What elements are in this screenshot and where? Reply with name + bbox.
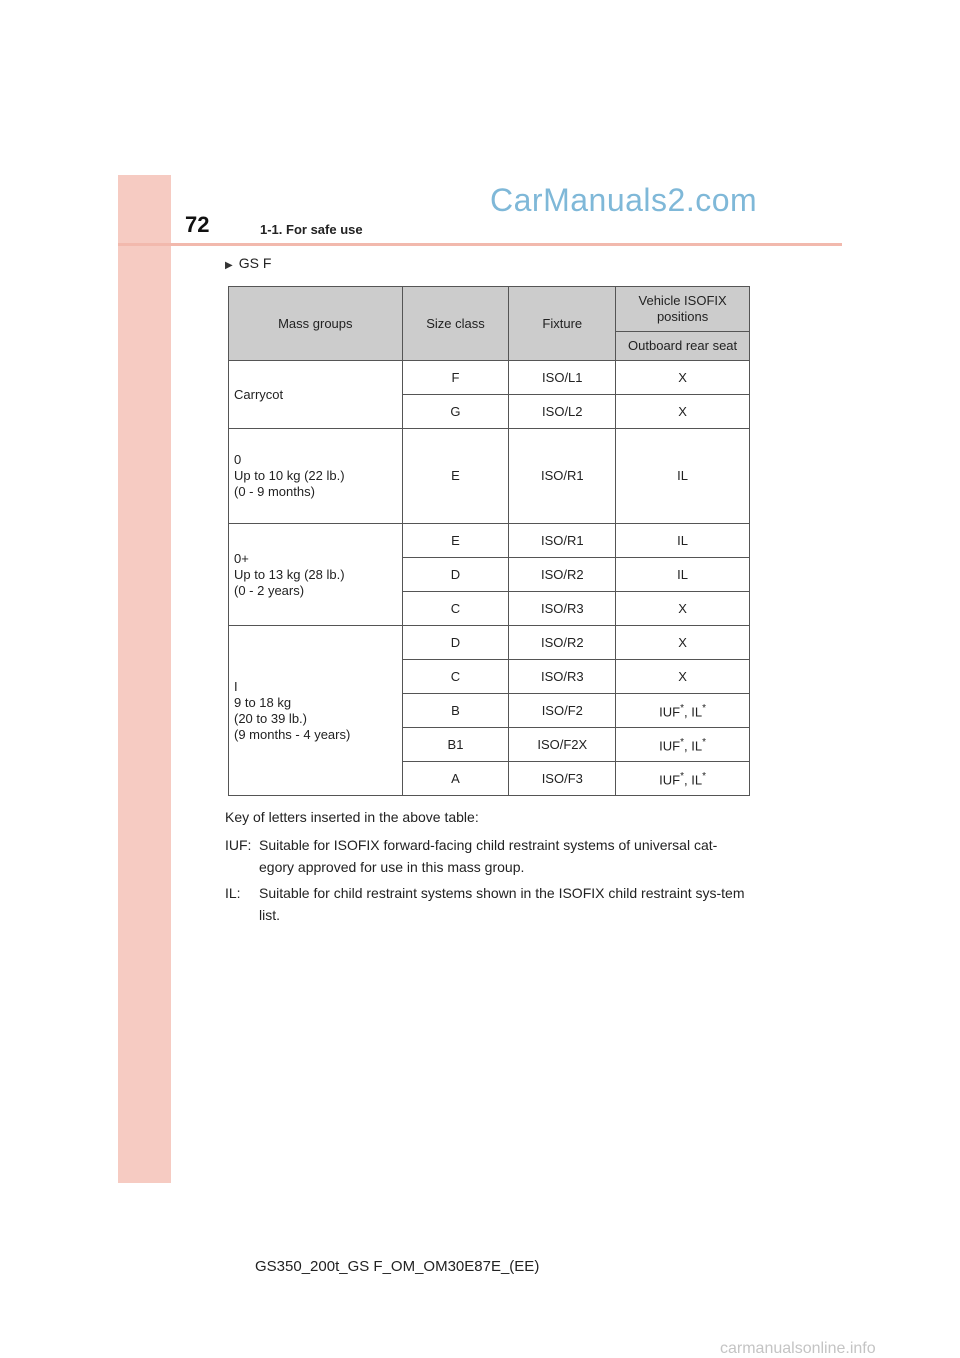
size-class-cell: C [402, 592, 509, 626]
triangle-arrow-icon: ▶ [225, 260, 233, 271]
header-mass-groups: Mass groups [229, 287, 403, 361]
header-positions: Vehicle ISOFIX positions [616, 287, 750, 332]
header-outboard-rear-seat: Outboard rear seat [616, 332, 750, 361]
mass-group-line: (0 - 9 months) [234, 484, 315, 499]
position-value-cell: IUF*, IL* [616, 694, 750, 728]
mass-group-cell [229, 429, 403, 524]
footnote-asterisk: * [680, 736, 685, 748]
table-row [229, 429, 750, 524]
size-class-cell: G [402, 395, 509, 429]
size-class-cell: D [402, 558, 509, 592]
position-value-cell: X [616, 361, 750, 395]
position-value-cell: X [616, 592, 750, 626]
size-class-cell: E [402, 429, 509, 524]
mass-group-cell [229, 524, 403, 626]
mass-group-cell [229, 361, 403, 429]
bottom-watermark: carmanualsonline.info [720, 1340, 876, 1357]
mass-group-line: (9 months - 4 years) [234, 726, 351, 742]
footnote-asterisk: * [702, 702, 707, 714]
footer-code: GS350_200t_GS F_OM_OM30E87E_(EE) [255, 1258, 540, 1275]
page-number: 72 [185, 212, 210, 237]
footnote-asterisk: * [680, 770, 685, 782]
position-value-cell: X [616, 395, 750, 429]
mass-group-line: Carrycot [234, 386, 284, 402]
mass-group-cell [229, 626, 403, 796]
position-value-cell: IL [616, 429, 750, 524]
fixture-cell: ISO/F2 [509, 694, 616, 728]
size-class-cell: B [402, 694, 509, 728]
position-value-cell: IL [616, 524, 750, 558]
footnote-asterisk: * [702, 736, 707, 748]
footnote-asterisk: * [702, 770, 707, 782]
fixture-cell: ISO/R3 [509, 592, 616, 626]
position-value-cell: IL [616, 558, 750, 592]
fixture-cell: ISO/R1 [509, 429, 616, 524]
key-term: IL: [225, 885, 241, 901]
mass-group-line: 9 to 18 kg [234, 694, 292, 710]
size-class-cell: C [402, 660, 509, 694]
bullet-label: GS F [238, 255, 272, 271]
fixture-cell: ISO/L2 [509, 395, 616, 429]
fixture-cell: ISO/L1 [509, 361, 616, 395]
section-title: 1-1. For safe use [260, 222, 363, 237]
fixture-cell: ISO/F3 [509, 762, 616, 796]
position-value-cell: IUF*, IL* [616, 762, 750, 796]
mass-group-line: 0 [234, 452, 242, 467]
key-term: IUF: [225, 837, 252, 853]
mass-group-line: Up to 13 kg (28 lb.) [234, 566, 345, 582]
key-description: Suitable for child restraint systems shown in the ISOFIX child restraint sys-tem list. [259, 885, 745, 923]
mass-group-line: 0+ [234, 550, 249, 566]
header-rule [118, 243, 842, 246]
key-description: Suitable for ISOFIX forward-facing child restraint systems of universal cat-egory approved for use in this mass group. [259, 837, 718, 875]
header-fixture: Fixture [509, 287, 616, 361]
table-row [229, 626, 750, 660]
key-title: Key of letters inserted in the above table: [225, 809, 479, 825]
header-size-class: Size class [402, 287, 509, 361]
key-item-iuf [225, 834, 750, 878]
size-class-cell: D [402, 626, 509, 660]
fixture-cell: ISO/R1 [509, 524, 616, 558]
bullet-heading [225, 255, 271, 271]
size-class-cell: F [402, 361, 509, 395]
table-row [229, 524, 750, 558]
footnote-asterisk: * [680, 702, 685, 714]
mass-group-line: (0 - 2 years) [234, 582, 305, 598]
side-band [118, 175, 171, 1183]
size-class-cell: B1 [402, 728, 509, 762]
fixture-cell: ISO/R2 [509, 558, 616, 592]
isofix-table [228, 286, 750, 796]
size-class-cell: A [402, 762, 509, 796]
size-class-cell: E [402, 524, 509, 558]
table-row [229, 361, 750, 395]
mass-group-line: (20 to 39 lb.) [234, 710, 307, 726]
fixture-cell: ISO/F2X [509, 728, 616, 762]
watermark-logo: CarManuals2.com [490, 182, 758, 218]
position-value-cell: X [616, 626, 750, 660]
fixture-cell: ISO/R3 [509, 660, 616, 694]
mass-group-line: I [234, 678, 238, 694]
position-value-cell: IUF*, IL* [616, 728, 750, 762]
position-value-cell: X [616, 660, 750, 694]
key-item-il [225, 882, 750, 926]
mass-group-line: Up to 10 kg (22 lb.) [234, 468, 345, 483]
fixture-cell: ISO/R2 [509, 626, 616, 660]
